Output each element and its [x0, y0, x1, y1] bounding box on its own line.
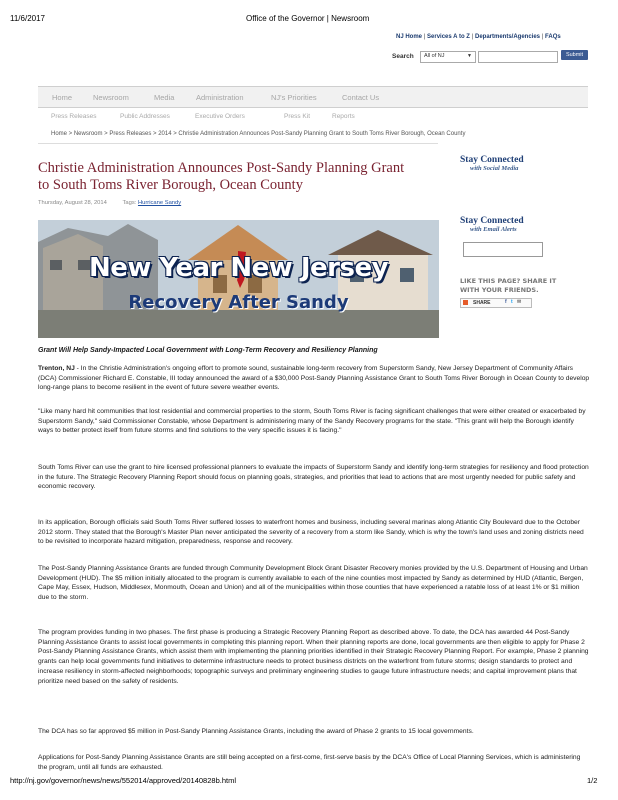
departments-agencies-link[interactable]: Departments/Agencies: [474, 34, 541, 40]
email-subtitle[interactable]: with Email Alerts: [470, 226, 517, 233]
social-media-widget: [460, 155, 524, 172]
email-alerts-input[interactable]: [463, 242, 543, 257]
article-subheading: Grant Will Help Sandy-Impacted Local Government with Long-Term Recovery and Resiliency Planning: [38, 347, 378, 354]
services-a-z-link[interactable]: Services A to Z: [427, 34, 470, 40]
article-date: Thursday, August 28, 2014: [38, 200, 107, 206]
email-title: Stay Connected: [460, 216, 524, 226]
nav-newsroom[interactable]: Newsroom: [93, 93, 129, 102]
banner-image: [38, 220, 439, 338]
article-paragraph-8: Applications for Post-Sandy Planning Assistance Grants are still being accepted on a first-come, first-serve basis by the DCA's Office of Local Planning Services, which is administering the program, until all funds are exhausted.: [38, 754, 581, 771]
page-title: [38, 160, 438, 194]
page-title-line-2: to South Toms River Borough, Ocean County: [38, 177, 303, 193]
breadcrumb: Home > Newsroom > Press Releases > 2014 > Christie Administration Announces Post-Sandy Planning Grant to South Toms River Borough, Ocean County: [51, 131, 466, 137]
share-button[interactable]: [460, 298, 532, 308]
nav-media[interactable]: Media: [154, 93, 175, 102]
footer-page-number: 1/2: [587, 776, 598, 785]
article-paragraph-6: The program provides funding in two phases. The first phase is producing a Strategic Recovery Planning Report as described above. To date, the DCA has awarded 44 Post-Sandy Planning Assistance Grants to assist local governments in completing this planning report. When their planning reports are done, local governments are then eligible to apply for Phase 2 Post-Sandy Planning Assistance Grants, which assist them with implementing the planning priorities identified in their Strategic Recovery Planning Report. For example, Phase 2 planning grants can help local governments fund initiatives to determine infrastructure needs to protect business districts on the waterfront from future storms; design standards to protect and increase resiliency in storm-affected neighborhoods; topographic surveys and preliminary engineering studies to gauge future infrastructure needs; and capital improvement plans that prioritize need based on the safety of residents.: [38, 629, 589, 685]
nav-nj-priorities[interactable]: NJ's Priorities: [271, 93, 317, 102]
print-title: Office of the Governor | Newsroom: [246, 14, 370, 23]
nav-contact-us[interactable]: Contact Us: [342, 93, 380, 102]
article-paragraph-2: "Like many hard hit communities that lost residential and commercial properties to the storm, South Toms River is facing significant challenges that were either created or exacerbated by Superstorm Sandy," said Commissioner Constable, whose Department is administering many of the Sandy Recovery programs for the state. "This grant will help the Borough identify ways to better protect itself from future storms and find solutions to the very specific issues it is facing.": [38, 408, 586, 435]
page-title-line-1: Christie Administration Announces Post-Sandy Planning Grant: [38, 160, 405, 176]
article-paragraph-3: South Toms River can use the grant to hire licensed professional planners to evaluate the impacts of Superstorm Sandy and identify long-term strategies for resiliency and flood protection in the future. The Strategic Recovery Planning Report should focus on planning goals, strategies, and priorities that lead to actions that are most urgently needed for public safety and economic recovery.: [38, 464, 589, 491]
search-scope-value: All of NJ: [424, 53, 445, 59]
faqs-link[interactable]: FAQs: [545, 34, 561, 40]
tags-label: Tags:: [122, 200, 137, 206]
footer-url: http://nj.gov/governor/news/news/552014/approved/20140828b.html: [10, 776, 236, 785]
article-paragraph-5: The Post-Sandy Planning Assistance Grants are funded through Community Development Block Grant Disaster Recovery monies provided by the U.S. Department of Housing and Urban Development (HUD). The $5 million initially allocated to the program is currently available to each of the nine counties most impacted by Sandy as determined by HUD (Atlantic, Bergen, Cape May, Essex, Hudson, Middlesex, Monmouth, Ocean and Union) and all of the municipalities within those counties that have experienced a ratable loss of at least 1% or $1 million due to the storm.: [38, 565, 588, 602]
subnav-reports[interactable]: Reports: [332, 113, 355, 120]
article-paragraph-1: [38, 364, 590, 393]
share-label: SHARE: [473, 300, 491, 306]
main-nav: [38, 86, 588, 108]
social-title: Stay Connected: [460, 155, 524, 165]
article-paragraph-7: The DCA has so far approved $5 million in Post-Sandy Planning Assistance Grants, including the award of Phase 2 grants to 15 local governments.: [38, 728, 474, 735]
nav-administration[interactable]: Administration: [196, 93, 244, 102]
twitter-icon[interactable]: t: [511, 299, 513, 305]
subnav-executive-orders[interactable]: Executive Orders: [195, 113, 245, 120]
facebook-icon[interactable]: f: [505, 299, 507, 305]
tag-link[interactable]: Hurricane Sandy: [137, 200, 182, 206]
share-prompt-line-2: WITH YOUR FRIENDS.: [460, 286, 539, 294]
email-icon[interactable]: ✉: [517, 299, 522, 305]
article-meta: [38, 200, 181, 206]
search-input[interactable]: [478, 51, 558, 63]
share-prompt: [460, 277, 556, 295]
search-label: Search: [392, 53, 414, 60]
chevron-down-icon: ▼: [467, 53, 472, 59]
print-date: 11/6/2017: [10, 14, 45, 23]
article-paragraph-4: In its application, Borough officials said South Toms River suffered losses to waterfront homes and business, including several marinas along Atlantic City Boulevard due to the October 2012 storm. They stated that the Borough's Master Plan never anticipated the severity of a recovery from a storm like Sandy, which is why the town's land uses and zoning districts need to be revisited to incorporate hazard mitigation, preparedness, response and recovery.: [38, 519, 584, 546]
search-submit-button[interactable]: Submit: [561, 50, 588, 60]
divider: [38, 143, 438, 144]
subnav-press-releases[interactable]: Press Releases: [51, 113, 97, 120]
banner-headline: New Year New Jersey: [88, 253, 389, 283]
utility-links: NJ Home | Services A to Z | Departments/Agencies | FAQs: [396, 34, 561, 40]
search-scope-select[interactable]: [420, 51, 476, 63]
email-alerts-widget: [460, 216, 524, 233]
share-icon: [463, 300, 468, 305]
subnav-press-kit[interactable]: Press Kit: [284, 113, 311, 120]
nav-home[interactable]: Home: [52, 93, 73, 102]
social-subtitle[interactable]: with Social Media: [470, 165, 519, 172]
subnav-public-addresses[interactable]: Public Addresses: [120, 113, 170, 120]
banner-subheadline: Recovery After Sandy: [128, 292, 349, 313]
nj-home-link[interactable]: NJ Home: [396, 34, 423, 40]
dateline: Trenton, NJ: [38, 365, 75, 372]
share-prompt-line-1: LIKE THIS PAGE? SHARE IT: [460, 277, 557, 285]
paragraph-1-text: - In the Christie Administration's ongoing effort to promote sound, sustainable long-term recovery from Superstorm Sandy, New Jersey Department of Community Affairs (DCA) Commissioner Richard E. Constable, III today announced the award of a $30,000 Post-Sandy Planning Assistance Grant to South Toms River Borough in Ocean County to develop long-range plans to become resilient in the event of future severe weather events.: [38, 365, 590, 392]
